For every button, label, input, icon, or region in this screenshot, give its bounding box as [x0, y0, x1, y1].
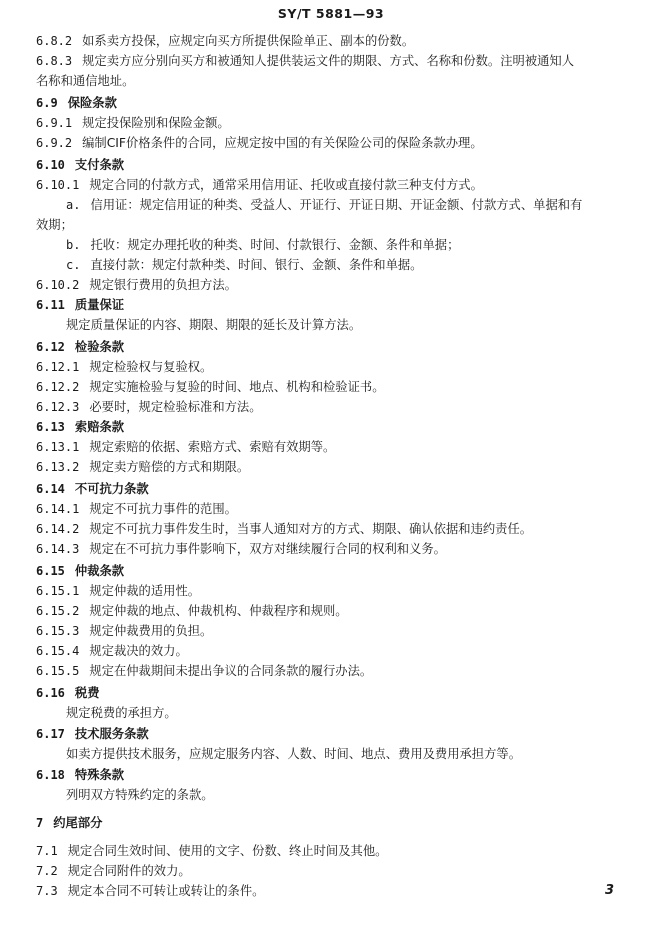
clause-text: 索赔条款	[74, 420, 125, 434]
text-line	[36, 96, 117, 110]
clause-number: 6.15	[36, 564, 65, 578]
clause-number: 6.10.1	[36, 178, 80, 192]
clause-number: 6.11	[36, 298, 65, 312]
clause-text: 名称和通信地址。	[36, 74, 135, 88]
text-line	[66, 318, 361, 332]
text-line	[36, 604, 348, 618]
clause-number: 6.12	[36, 340, 65, 354]
text-line	[36, 644, 188, 658]
clause-text: 规定仲裁的适用性。	[89, 584, 201, 598]
text-line	[36, 380, 385, 394]
text-line	[36, 482, 149, 496]
clause-text: 规定索赔的依据、索赔方式、索赔有效期等。	[89, 440, 336, 454]
page-header: SY/T 5881—93	[277, 6, 385, 21]
clause-number: 6.14	[36, 482, 65, 496]
clause-text: 保险条款	[67, 96, 117, 110]
clause-number: 6.9.2	[36, 136, 73, 150]
clause-text: 规定税费的承担方。	[66, 706, 177, 720]
clause-number: 6.9.1	[36, 116, 73, 130]
clause-text: 技术服务条款	[74, 727, 149, 741]
text-line	[36, 542, 446, 556]
text-line	[36, 844, 387, 858]
clause-number: c.	[66, 258, 81, 272]
clause-number: 6.15.4	[36, 644, 80, 658]
text-line	[66, 706, 177, 720]
clause-text: 规定仲裁的地点、仲裁机构、仲裁程序和规则。	[89, 604, 348, 618]
clause-number: 6.8.2	[36, 34, 73, 48]
clause-number: a.	[66, 198, 81, 212]
text-line	[36, 74, 134, 88]
clause-text: 编制CIF价格条件的合同，应规定按中国的有关保险公司的保险条款办理。	[82, 136, 483, 150]
text-line	[36, 54, 574, 68]
clause-number: 7.1	[36, 844, 58, 858]
text-line	[66, 198, 582, 212]
clause-text: 检验条款	[74, 340, 125, 354]
clause-text: 列明双方特殊约定的条款。	[66, 788, 214, 802]
clause-number: 6.15.2	[36, 604, 80, 618]
text-line	[36, 34, 414, 48]
clause-text: 规定仲裁费用的负担。	[89, 624, 213, 638]
clause-text: 直接付款：规定付款种类、时间、银行、金额、条件和单据。	[90, 258, 423, 272]
clause-text: 托收：规定办理托收的种类、时间、付款银行、金额、条件和单据；	[90, 238, 460, 252]
clause-text: 规定检验权与复验权。	[89, 360, 213, 374]
text-line	[36, 664, 372, 678]
clause-text: 质量保证	[74, 298, 125, 312]
clause-text: 效期；	[36, 218, 73, 232]
clause-text: 不可抗力条款	[74, 482, 149, 496]
text-line	[36, 522, 532, 536]
clause-text: 如系卖方投保，应规定向买方所提供保险单正、副本的份数。	[82, 34, 415, 48]
clause-text: 规定不可抗力事件发生时，当事人通知对方的方式、期限、确认依据和违约责任。	[89, 522, 533, 536]
text-line	[66, 747, 521, 761]
clause-number: 6.18	[36, 768, 65, 782]
clause-text: 规定合同的付款方式，通常采用信用证、托收或直接付款三种支付方式。	[89, 178, 483, 192]
clause-text: 规定投保险别和保险金额。	[82, 116, 230, 130]
text-line	[36, 768, 124, 782]
text-line	[36, 727, 149, 741]
clause-text: 必要时，规定检验标准和方法。	[89, 400, 262, 414]
clause-number: 7.2	[36, 864, 58, 878]
clause-number: 6.12.3	[36, 400, 80, 414]
clause-number: 6.14.3	[36, 542, 80, 556]
text-line	[36, 158, 124, 172]
text-line	[36, 136, 483, 150]
clause-text: 仲裁条款	[74, 564, 125, 578]
text-line	[36, 178, 483, 192]
clause-text: 规定本合同不可转让或转让的条件。	[67, 884, 265, 898]
clause-number: 7.3	[36, 884, 58, 898]
page-number: 3	[604, 883, 614, 898]
clause-text: 规定在仲裁期间未提出争议的合同条款的履行办法。	[89, 664, 373, 678]
text-line	[36, 278, 237, 292]
clause-number: 7	[36, 816, 44, 830]
clause-number: 6.10	[36, 158, 65, 172]
clause-number: 6.15.3	[36, 624, 80, 638]
clause-number: 6.17	[36, 727, 65, 741]
clause-number: 6.15.5	[36, 664, 80, 678]
clause-number: 6.12.1	[36, 360, 80, 374]
text-line	[66, 788, 214, 802]
text-line	[36, 440, 335, 454]
clause-text: 如卖方提供技术服务，应规定服务内容、人数、时间、地点、费用及费用承担方等。	[66, 747, 521, 761]
text-line	[36, 298, 124, 312]
text-line	[36, 884, 264, 898]
clause-text: 税费	[74, 686, 100, 700]
clause-number: 6.16	[36, 686, 65, 700]
text-line	[36, 360, 212, 374]
clause-text: 规定银行费用的负担方法。	[89, 278, 237, 292]
clause-number: 6.14.2	[36, 522, 80, 536]
clause-text: 约尾部分	[53, 816, 103, 830]
clause-text: 规定不可抗力事件的范围。	[89, 502, 237, 516]
clause-number: 6.13.1	[36, 440, 80, 454]
clause-number: 6.8.3	[36, 54, 73, 68]
text-line	[36, 686, 100, 700]
text-line	[36, 460, 249, 474]
clause-text: 规定裁决的效力。	[89, 644, 188, 658]
text-line	[36, 624, 212, 638]
clause-text: 规定合同生效时间、使用的文字、份数、终止时间及其他。	[67, 844, 388, 858]
clause-number: 6.10.2	[36, 278, 80, 292]
clause-text: 支付条款	[74, 158, 125, 172]
clause-text: 规定卖方应分别向买方和被通知人提供装运文件的期限、方式、名称和份数。注明被通知人	[82, 54, 575, 68]
text-line	[66, 258, 422, 272]
clause-number: 6.9	[36, 96, 58, 110]
text-line	[66, 238, 459, 252]
text-line	[36, 420, 124, 434]
text-line	[36, 564, 124, 578]
clause-text: 规定在不可抗力事件影响下，双方对继续履行合同的权利和义务。	[89, 542, 446, 556]
clause-text: 信用证：规定信用证的种类、受益人、开证行、开证日期、开证金额、付款方式、单据和有	[90, 198, 583, 212]
clause-number: 6.14.1	[36, 502, 80, 516]
clause-number: 6.13.2	[36, 460, 80, 474]
text-line	[36, 864, 191, 878]
clause-number: 6.12.2	[36, 380, 80, 394]
clause-text: 规定质量保证的内容、期限、期限的延长及计算方法。	[66, 318, 362, 332]
clause-number: b.	[66, 238, 81, 252]
clause-number: 6.15.1	[36, 584, 80, 598]
clause-text: 规定实施检验与复验的时间、地点、机构和检验证书。	[89, 380, 385, 394]
text-line	[36, 502, 237, 516]
clause-text: 规定合同附件的效力。	[67, 864, 191, 878]
text-line	[36, 340, 124, 354]
text-line	[36, 584, 200, 598]
text-line	[36, 218, 73, 232]
text-line	[36, 116, 230, 130]
clause-text: 特殊条款	[74, 768, 125, 782]
clause-text: 规定卖方赔偿的方式和期限。	[89, 460, 250, 474]
text-line	[36, 816, 102, 830]
clause-number: 6.13	[36, 420, 65, 434]
text-line	[36, 400, 262, 414]
